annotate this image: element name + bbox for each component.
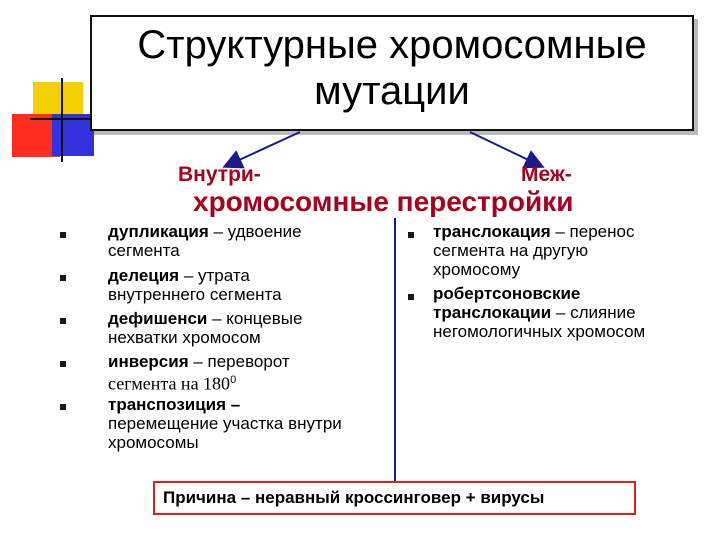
item-desc: хромосомы [108,433,199,452]
item-desc: хромосому [433,260,521,279]
item-desc: негомологичных хромосом [433,322,646,341]
item-desc: нехватки хромосом [108,328,261,347]
list-item [108,266,282,304]
cause-box: Причина – неравный кроссинговер + вирусы [153,481,636,515]
bullet-icon [60,404,66,410]
bullet-icon [60,318,66,324]
item-term: дупликация [108,222,209,241]
item-desc: перемещение участка внутри [108,414,342,433]
item-desc: – переворот [188,352,290,371]
item-term: транслокации [433,303,552,322]
bullet-icon [408,232,414,238]
bullet-icon [60,275,66,281]
bullet-icon [60,361,66,367]
header-intra: Внутри- [178,163,261,186]
item-term: транспозиция – [108,395,241,414]
list-item [108,309,302,347]
item-desc: сегмента на 180 [108,373,231,394]
item-term: инверсия [108,352,189,371]
bullet-icon [60,232,66,238]
list-item [433,222,634,279]
list-item [108,352,290,394]
item-desc: – перенос [550,222,635,241]
item-desc: – концевые [207,309,303,328]
item-term: дефишенси [108,309,208,328]
item-term: робертсоновские [433,284,581,303]
bullet-icon [408,294,414,300]
item-term: транслокация [433,222,551,241]
item-term: делеция [108,266,180,285]
list-item [433,284,645,341]
item-desc: – слияние [551,303,636,322]
item-desc: сегмента на другую [433,241,589,260]
item-desc: – удвоение [208,222,302,241]
header-inter: Меж- [521,163,572,186]
title-line-1: Структурные хромосомные [137,23,647,67]
title-line-2: мутации [314,69,470,113]
degree-sup: 0 [230,374,237,386]
item-desc: внутреннего сегмента [108,285,282,304]
item-desc: – утрата [179,266,250,285]
item-desc: сегмента [108,241,180,260]
list-item [108,222,302,260]
list-item [108,395,342,452]
header-main: хромосомные перестройки [193,186,574,217]
